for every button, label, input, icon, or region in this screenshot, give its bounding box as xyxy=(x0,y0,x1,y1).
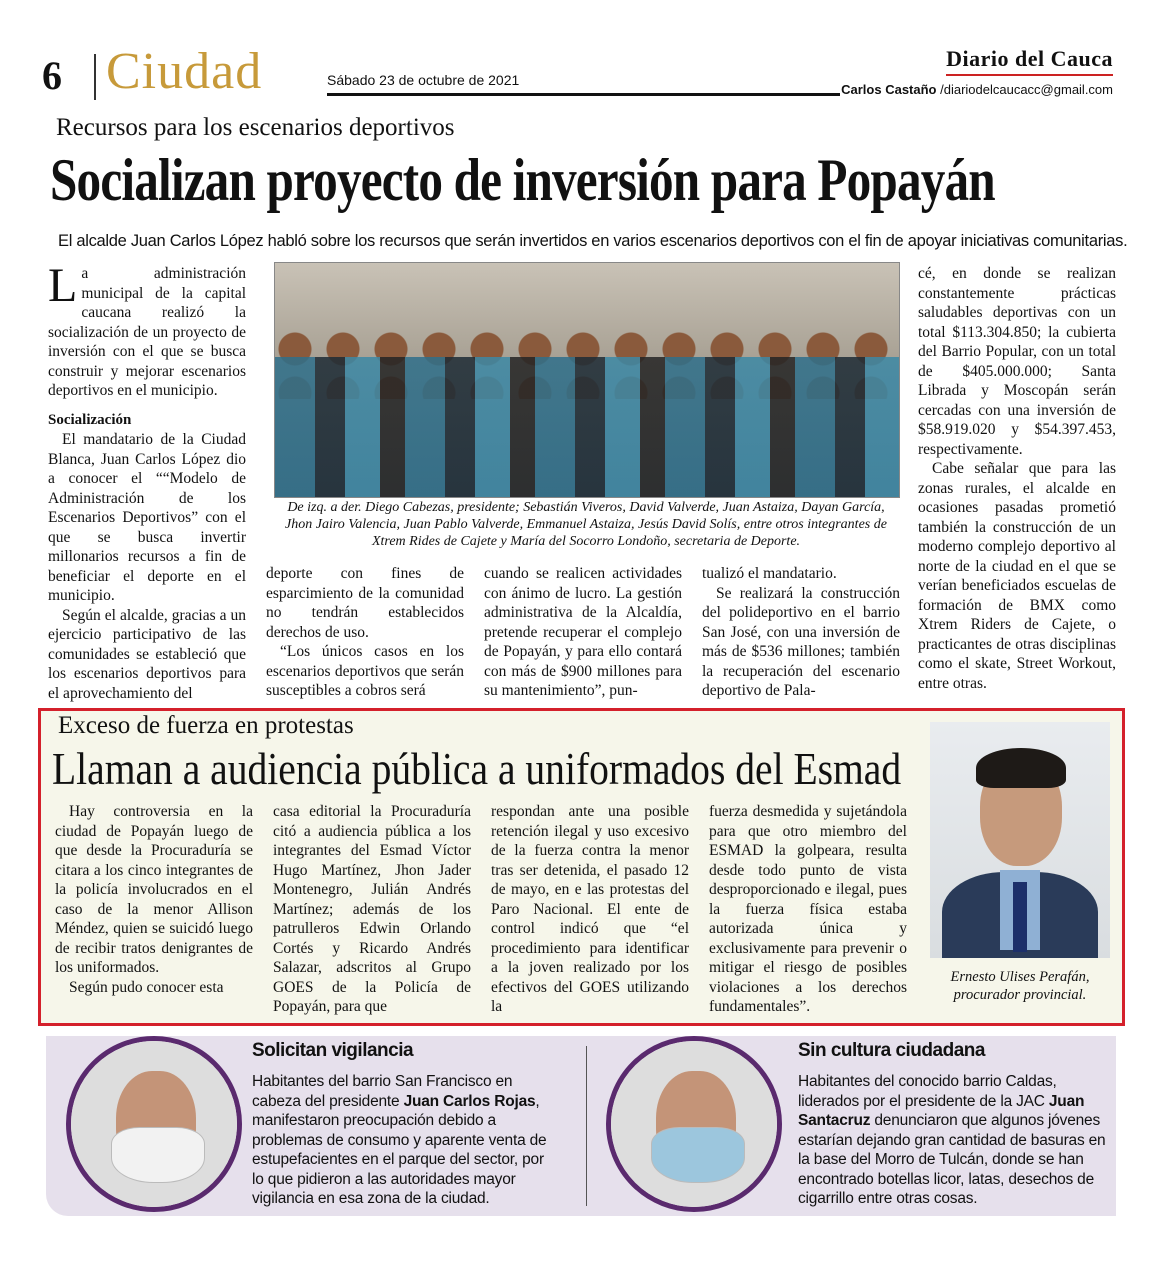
box-column-3 xyxy=(491,802,689,1017)
masthead: Diario del Cauca xyxy=(946,46,1113,76)
brief-1-text: Habitantes del barrio San Francisco en cabeza del presidente Juan Carlos Rojas, manifestaron preocupación debido a problemas de consumo y aparente venta de estupefacientes en el parque del sector, por lo que pidieron a las autoridades mayor vigilancia en esa zona de la ciudad. xyxy=(252,1073,547,1207)
paragraph: La administración municipal de la capital caucana realizó la socialización de un proyecto de inversión con el que se busca construir y mejorar escenarios deportivos en el municipio. xyxy=(48,259,246,399)
dropcap: L xyxy=(48,259,78,312)
issue-date: Sábado 23 de octubre de 2021 xyxy=(327,72,520,88)
paragraph: tualizó el mandatario. xyxy=(702,565,837,582)
paragraph: fuerza desmedida y sujetándola para que otro miembro del ESMAD la golpeara, resulta desde todo punto de vista desproporcionado e ilegal, pues la fuerza física estaba autorizada única y exclusivamente para prevenir o mitigar el riesgo de posibles violaciones a los derechos fundamentales”. xyxy=(709,803,907,1015)
paragraph: Cabe señalar que para las zonas rurales, el alcalde en ocasiones pasadas prometió también la construcción de un moderno complejo deportivo al norte de la ciudad en el que se verían beneficiados escuelas de formación de BMX como Xtrem Riders de Cajete, o practicantes de otras disciplinas como el skate, Street Workout, entre otras. xyxy=(918,460,1116,692)
page-number: 6 xyxy=(42,53,62,98)
main-headline: Socializan proyecto de inversión para Popayán xyxy=(50,147,995,213)
header-divider xyxy=(94,54,96,100)
box-column-2 xyxy=(273,802,471,1017)
section-title: Ciudad xyxy=(106,43,263,100)
portrait-caption xyxy=(930,968,1110,1004)
paragraph: cé, en donde se realizan constantemente prácticas saludables deportivas con un total $113.304.850; la cubierta del Barrio Popular, con un total de $405.000.000; Santa Librada y Moscopán serán cercadas con una inversión de $58.919.020 y $54.397.453, respectivamente. xyxy=(918,265,1116,458)
box-headline: Llaman a audiencia pública a uniformados del Esmad xyxy=(52,743,902,794)
portrait-role: procurador provincial. xyxy=(953,987,1087,1003)
brief-2-text: Habitantes del conocido barrio Caldas, liderados por el presidente de la JAC Juan Santacruz denunciaron que algunos jóvenes estarían dejando gran cantidad de basuras en la base del Morro de Tulcán, donde se han encontrado botellas licor, latas, desechos de cigarrillo entre otras cosas. xyxy=(798,1073,1106,1207)
box-column-1 xyxy=(55,802,253,997)
main-column-4 xyxy=(702,564,900,701)
portrait-photo xyxy=(930,722,1110,958)
paragraph: “Los únicos casos en los escenarios deportivos que serán susceptibles a cobros será xyxy=(266,643,464,699)
brief-1-photo xyxy=(66,1036,242,1212)
brief-1-title: Solicitan vigilancia xyxy=(252,1040,414,1061)
briefs-divider xyxy=(586,1046,587,1206)
main-column-1 xyxy=(48,259,246,703)
paragraph: Según pudo conocer esta xyxy=(69,978,224,996)
main-photo xyxy=(274,262,900,498)
brief-2-title: Sin cultura ciudadana xyxy=(798,1040,985,1061)
paragraph: casa editorial la Procuraduría citó a audiencia pública a los integrantes del Esmad Víctor Hugo Martínez, Jhon Jader Montenegro, Julián Andrés Martínez; además de los patrulleros Edwin Orlando Cortés y Ricardo Andrés Salazar, adscritos al Grupo GOES de la Policía de Popayán, para que xyxy=(273,803,471,1015)
brief-2-photo xyxy=(606,1036,782,1212)
paragraph: Hay controversia en la ciudad de Popayán luego de que desde la Procuraduría se citara a los cinco integrantes de la policía involucrados en el caso de la menor Allison Méndez, quien se suicidó luego de recibir tratos denigrantes de los uniformados. xyxy=(55,803,253,976)
author-email: /diariodelcaucacc@gmail.com xyxy=(936,82,1113,97)
main-kicker: Recursos para los escenarios deportivos xyxy=(56,114,455,141)
main-subheadline: El alcalde Juan Carlos López habló sobre los recursos que serán invertidos en varios escenarios deportivos con el fin de apoyar iniciativas comunitarias. xyxy=(58,232,1128,250)
main-column-5 xyxy=(918,264,1116,693)
paragraph: respondan ante una posible retención ilegal y uso excesivo de la fuerza contra la menor tras ser detenida, el pasado 12 de mayo, en e las protestas del Paro Nacional. El ente de control indicó que “el procedimiento para identificar a la joven realizado por los efectivos del GOES utilizando la xyxy=(491,803,689,1015)
paragraph: Se realizará la construcción del polideportivo en el barrio San José, con una inversión de más de $536 millones; también la recuperación del escenario deportivo de Pala- xyxy=(702,584,900,699)
paragraph: cuando se realicen actividades con ánimo de lucro. La gestión administrativa de la Alcaldía, pretende recuperar el complejo de Popayán, y para ello contará con más de $900 millones para su mantenimiento”, pun- xyxy=(484,565,682,699)
author-name: Carlos Castaño xyxy=(841,82,937,97)
box-kicker: Exceso de fuerza en protestas xyxy=(58,712,354,739)
photo-caption: De izq. a der. Diego Cabezas, presidente; Sebastián Viveros, David Valverde, Juan Astaiza, Dayan García, Jhon Jairo Valencia, Juan Pablo Valverde, Emmanuel Astaiza, Jesús David Solís, entre otros integrantes de Xtrem Rides de Cajete y María del Socorro Londoño, secretaria de Deporte. xyxy=(285,500,887,549)
box-column-4 xyxy=(709,802,907,1017)
portrait-name: Ernesto Ulises Perafán, xyxy=(950,969,1090,985)
paragraph: El mandatario de la Ciudad Blanca, Juan Carlos López dio a conocer el ““Modelo de Administración de los Escenarios Deportivos” con el que se busca invertir millonarios recursos a fin de beneficiar el deporte en el municipio. xyxy=(48,431,246,604)
paragraph: deporte con fines de esparcimiento de la comunidad no tendrán establecidos derechos de uso. xyxy=(266,565,464,641)
byline xyxy=(841,82,1113,97)
main-column-3 xyxy=(484,564,682,701)
main-column-2 xyxy=(266,564,464,701)
subheading: Socialización xyxy=(48,411,132,428)
header-rule xyxy=(327,93,840,96)
paragraph: Según el alcalde, gracias a un ejercicio participativo de las comunidades se estableció que los escenarios deportivos para el aprovechamiento del xyxy=(48,606,246,702)
